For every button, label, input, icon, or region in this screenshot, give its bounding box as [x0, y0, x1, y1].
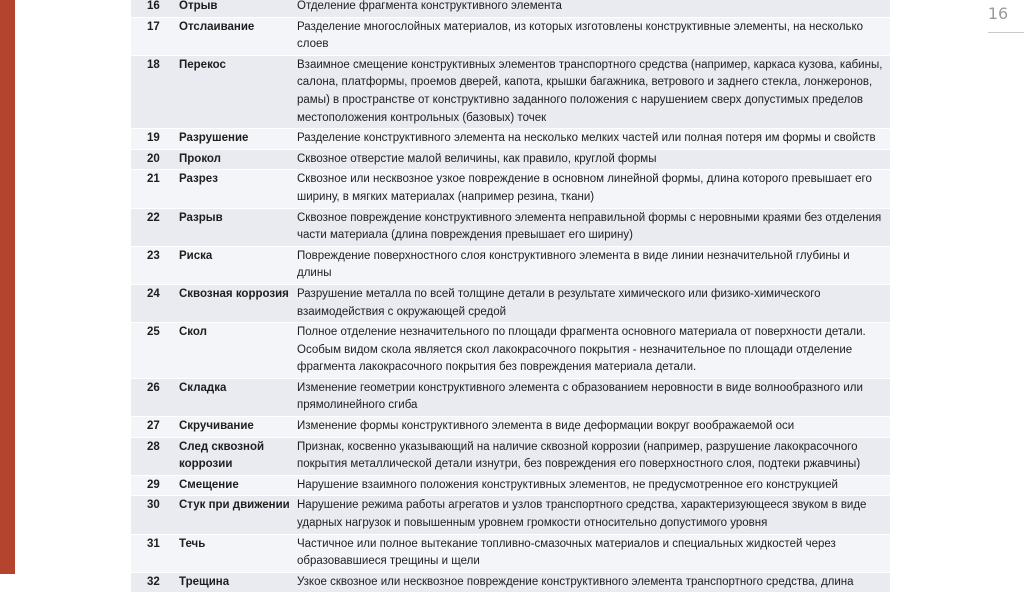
row-number: 20: [131, 149, 175, 170]
table-row: [131, 572, 890, 593]
row-number: 24: [131, 284, 175, 322]
row-number: 17: [131, 17, 175, 55]
table-row: [131, 417, 890, 438]
row-term: Перекос: [175, 55, 293, 128]
table-row: [131, 284, 890, 322]
table-row: [131, 246, 890, 284]
row-term: Прокол: [175, 149, 293, 170]
row-term: Сквозная коррозия: [175, 284, 293, 322]
table-row: [131, 496, 890, 534]
row-number: 29: [131, 475, 175, 496]
row-number: 27: [131, 417, 175, 438]
definitions-table: [131, 0, 890, 593]
row-number: 21: [131, 170, 175, 208]
row-number: 26: [131, 378, 175, 416]
row-number: 19: [131, 129, 175, 150]
row-description: Отделение фрагмента конструктивного элемента: [293, 0, 890, 17]
slide-number-divider: [988, 32, 1024, 33]
row-term: Разрез: [175, 170, 293, 208]
row-term: Смещение: [175, 475, 293, 496]
row-number: 32: [131, 572, 175, 593]
row-description: Повреждение поверхностного слоя конструктивного элемента в виде линии незначительной глубины и длины: [293, 246, 890, 284]
row-term: Разрушение: [175, 129, 293, 150]
row-number: 18: [131, 55, 175, 128]
row-number: 31: [131, 534, 175, 572]
row-description: Признак, косвенно указывающий на наличие сквозной коррозии (например, разрушение лакокрасочного покрытия металлической детали изнутри, без повреждения его поверхностного слоя, подтеки ржавчины): [293, 437, 890, 475]
row-description: Изменение геометрии конструктивного элемента с образованием неровности в виде волнообразного или прямолинейного сгиба: [293, 378, 890, 416]
table-row: [131, 170, 890, 208]
table-row: [131, 534, 890, 572]
table-row: [131, 208, 890, 246]
row-description: Изменение формы конструктивного элемента в виде деформации вокруг воображаемой оси: [293, 417, 890, 438]
table-row: [131, 475, 890, 496]
table-row: [131, 437, 890, 475]
row-description: Сквозное или несквозное узкое повреждение в основном линейной формы, длина которого превышает его ширину, в мягких материалах (например резина, ткани): [293, 170, 890, 208]
row-term: Складка: [175, 378, 293, 416]
table-row: [131, 129, 890, 150]
row-term: Разрыв: [175, 208, 293, 246]
table-row: [131, 323, 890, 379]
table-row: [131, 378, 890, 416]
row-number: 28: [131, 437, 175, 475]
row-description: Частичное или полное вытекание топливно-смазочных материалов и специальных жидкостей через образовавшиеся трещины и щели: [293, 534, 890, 572]
table-row: [131, 0, 890, 17]
row-term: Отрыв: [175, 0, 293, 17]
row-description: Разделение многослойных материалов, из которых изготовлены конструктивные элементы, на несколько слоев: [293, 17, 890, 55]
row-description: Разделение конструктивного элемента на несколько мелких частей или полная потеря им формы и свойств: [293, 129, 890, 150]
table-row: [131, 17, 890, 55]
row-description: Узкое сквозное или несквозное повреждение конструктивного элемента транспортного средства, длина: [293, 572, 890, 593]
row-number: 23: [131, 246, 175, 284]
row-term: Скручивание: [175, 417, 293, 438]
row-description: Нарушение режима работы агрегатов и узлов транспортного средства, характеризующееся звуком в виде ударных нагрузок и повышенным уровнем громкости относительно допустимого уровня: [293, 496, 890, 534]
row-description: Нарушение взаимного положения конструктивных элементов, не предусмотренное его конструкцией: [293, 475, 890, 496]
row-description: Сквозное повреждение конструктивного элемента неправильной формы с неровными краями без отделения части материала (длина повреждения превышает его ширину): [293, 208, 890, 246]
row-term: Скол: [175, 323, 293, 379]
row-description: Полное отделение незначительного по площади фрагмента основного материала от поверхности детали. Особым видом скола является скол лакокрасочного покрытия - незначительное по площади отделение фрагмента лакокрасочного покрытия без повреждения материала детали.: [293, 323, 890, 379]
row-number: 30: [131, 496, 175, 534]
row-term: Отслаивание: [175, 17, 293, 55]
row-term: Риска: [175, 246, 293, 284]
row-term: Течь: [175, 534, 293, 572]
definitions-table-body: [131, 0, 890, 593]
accent-bar: [0, 0, 15, 574]
row-term: Трещина: [175, 572, 293, 593]
row-number: 16: [131, 0, 175, 17]
row-term: След сквозной коррозии: [175, 437, 293, 475]
row-term: Стук при движении: [175, 496, 293, 534]
row-number: 22: [131, 208, 175, 246]
slide-number: 16: [987, 4, 1009, 23]
row-description: Разрушение металла по всей толщине детали в результате химического или физико-химического взаимодействия с окружающей средой: [293, 284, 890, 322]
row-number: 25: [131, 323, 175, 379]
table-row: [131, 55, 890, 128]
row-description: Сквозное отверстие малой величины, как правило, круглой формы: [293, 149, 890, 170]
table-row: [131, 149, 890, 170]
row-description: Взаимное смещение конструктивных элементов транспортного средства (например, каркаса кузова, кабины, салона, платформы, проемов дверей, капота, крышки багажника, ветрового и заднего стекла, лонжеронов, рамы) в пространстве от конструктивно заданного положения с нарушением сверх допустимых пределов местоположения контрольных (базовых) точек: [293, 55, 890, 128]
